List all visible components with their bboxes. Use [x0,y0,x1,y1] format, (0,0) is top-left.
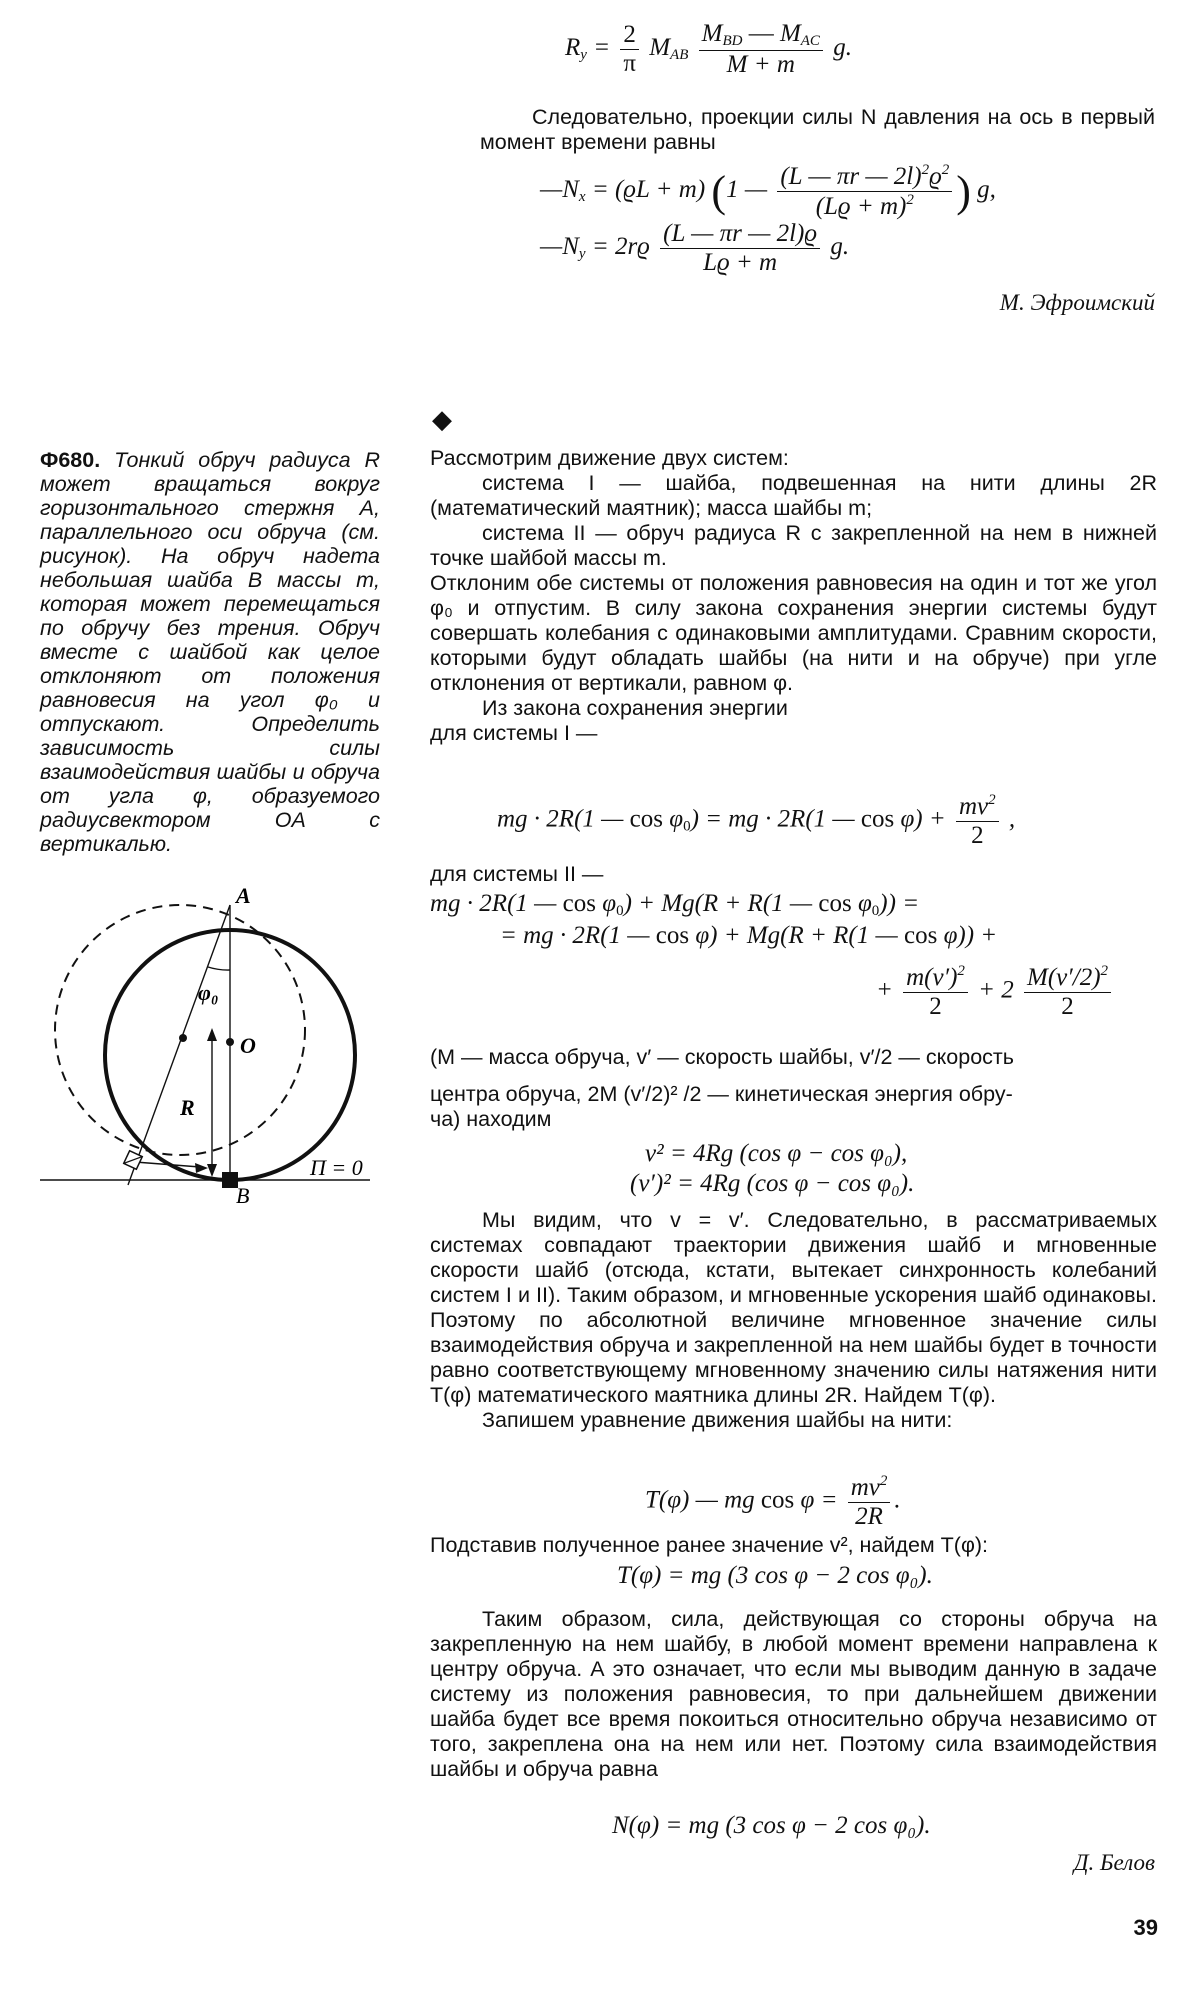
angle-arc [208,967,230,970]
equation-system-2a: mg · 2R(1 — $\cos \varphi_0) + Mg(R + R(1$ — $\cos \varphi_0$)) = [430,890,920,919]
formula-ny: $—N_y = 2rϱ$ $\frac{(L — \pi r — 2l)ϱ}{Lϱ + m}$ g. [540,220,850,276]
author-top: М. Эфроимский [999,290,1155,315]
equation-motion: T(φ) — mg cos φ = $\frac{mv^2}{2R}$ . [645,1473,901,1530]
equation-tension: T(φ) = mg (3 cos φ − 2 cos φ₀). [617,1562,933,1589]
solution-marker: ◆ [432,405,452,434]
paragraph-final: Таким образом, сила, действующая со стороны обруча на закрепленную на нем шайбу, в любой момент времени направлена к центру обруча. А это означает, что если мы выводим данную в задаче систему из положения равновесия, то при дальнейшем движении шайба будет все время покоиться относительно обруча независимо от того, закреплена она на нем или нет. Поэтому сила взаимодействия шайбы и обруча равна [430,1607,1157,1781]
equation-system-1: mg · 2R(1 — $\cos \varphi_0$) = mg · 2R(1 — cos φ) + $\frac{mv^2}{2}$ , [497,792,1016,849]
puck-arrow-head [195,1163,208,1173]
system-2-label: для системы II — [430,862,604,886]
equation-v: v² = 4Rg (cos φ − cos φ₀), [645,1140,908,1167]
center-o-dot [226,1038,234,1046]
radius-arrow-head-bottom [207,1164,217,1177]
problem-text: Тонкий обруч радиуса R может вращаться вокруг горизонтального стержня A, параллельного оси обруча (см. рисунок). На обруч надета небольшая шайба B массы m, которая может перемещаться по обручу без трения. Обруч вместе с шайбой как целое отклоняют от положения равновесия на угол φ₀ и отпускают. Определить зависимость силы взаимодействия шайбы и обруча от угла φ, образуемого радиусвектором OA с вертикалью. [40,448,380,856]
label-o: O [240,1033,256,1058]
label-a: A [236,885,251,908]
equation-system-2b: = mg · 2R(1 — cos φ) + Mg(R + R(1 — cos φ)) + [500,922,998,949]
author-bottom: Д. Белов [1073,1850,1155,1875]
equation-system-2c: + $\frac{m(v')^2}{2}$ + 2 $\frac{M(v'/2)^2}{2}$ [876,963,1115,1021]
label-b: B [236,1183,250,1205]
page-number: 39 [1133,1915,1158,1940]
paragraph-projections: Следовательно, проекции силы N давления на ось в первый момент времени равны [480,105,1155,154]
label-phi0: φ₀ [198,980,219,1005]
label-zero-level: П = 0 [310,1155,363,1180]
hoop-figure [40,885,390,1205]
label-r: R [180,1095,195,1120]
paragraph-substitute: Подставив полученное ранее значение v², найдем T(φ): [430,1533,989,1557]
paragraph-notation: (M — масса обруча, v′ — скорость шайбы, v′/2 — скорость центра обруча, 2M (v′/2)² /2 — кинетическая энергия обру- ча) находим [430,1045,1014,1131]
paragraph-conclusion: Мы видим, что v = v′. Следовательно, в рассматриваемых системах совпадают траектории движения шайб и мгновенные скорости шайб (отсюда, кстати, вытекает синхронность колебаний систем I и II). Таким образом, и мгновенные ускорения шайб одинаковы. Поэтому по абсолютной величине мгновенное значение силы взаимодействия обруча и закрепленной на нем шайбы будет в точности равно соответствующему мгновенному значению силы натяжения нити T(φ) математического маятника длины 2R. Найдем T(φ). Запишем уравнение движения шайбы на нити: [430,1208,1157,1432]
equation-v-prime: (v′)² = 4Rg (cos φ − cos φ₀). [630,1170,915,1197]
radius-arrow-head-top [207,1028,217,1041]
solution-intro: Рассмотрим движение двух систем: система I — шайба, подвешенная на нити длины 2R (математический маятник); масса шайбы m; система II — обруч радиуса R с закрепленной на нем в нижней точке шайбой массы m. Отклоним обе системы от положения равновесия на один и тот же угол φ₀ и отпустим. В силу закона сохранения энергии системы будут совершать колебания с одинаковыми амплитудами. Сравним скорости, которыми будут обладать шайбы (на нити и на обруче) при угле отклонения от вертикали, равном φ. Из закона сохранения энергии для системы I — [430,446,1157,745]
center-o-prime-dot [179,1034,187,1042]
inclined-line [128,905,230,1185]
problem-number: Ф680. [40,448,101,472]
formula-ry: $R_y$ = $\frac{2}{\pi}$ $M_{AB}$ $\frac{M_{BD} — M_{AC}}{M + m}$ g. [565,20,852,78]
equation-force: N(φ) = mg (3 cos φ − 2 cos φ₀). [612,1812,931,1839]
problem-statement [40,448,380,856]
formula-nx: $—N_x = (ϱL + m)$ (1 — $\frac{(L — \pi r — 2l)^2ϱ^2}{(Lϱ + m)^2}$ ) g, [540,162,996,220]
